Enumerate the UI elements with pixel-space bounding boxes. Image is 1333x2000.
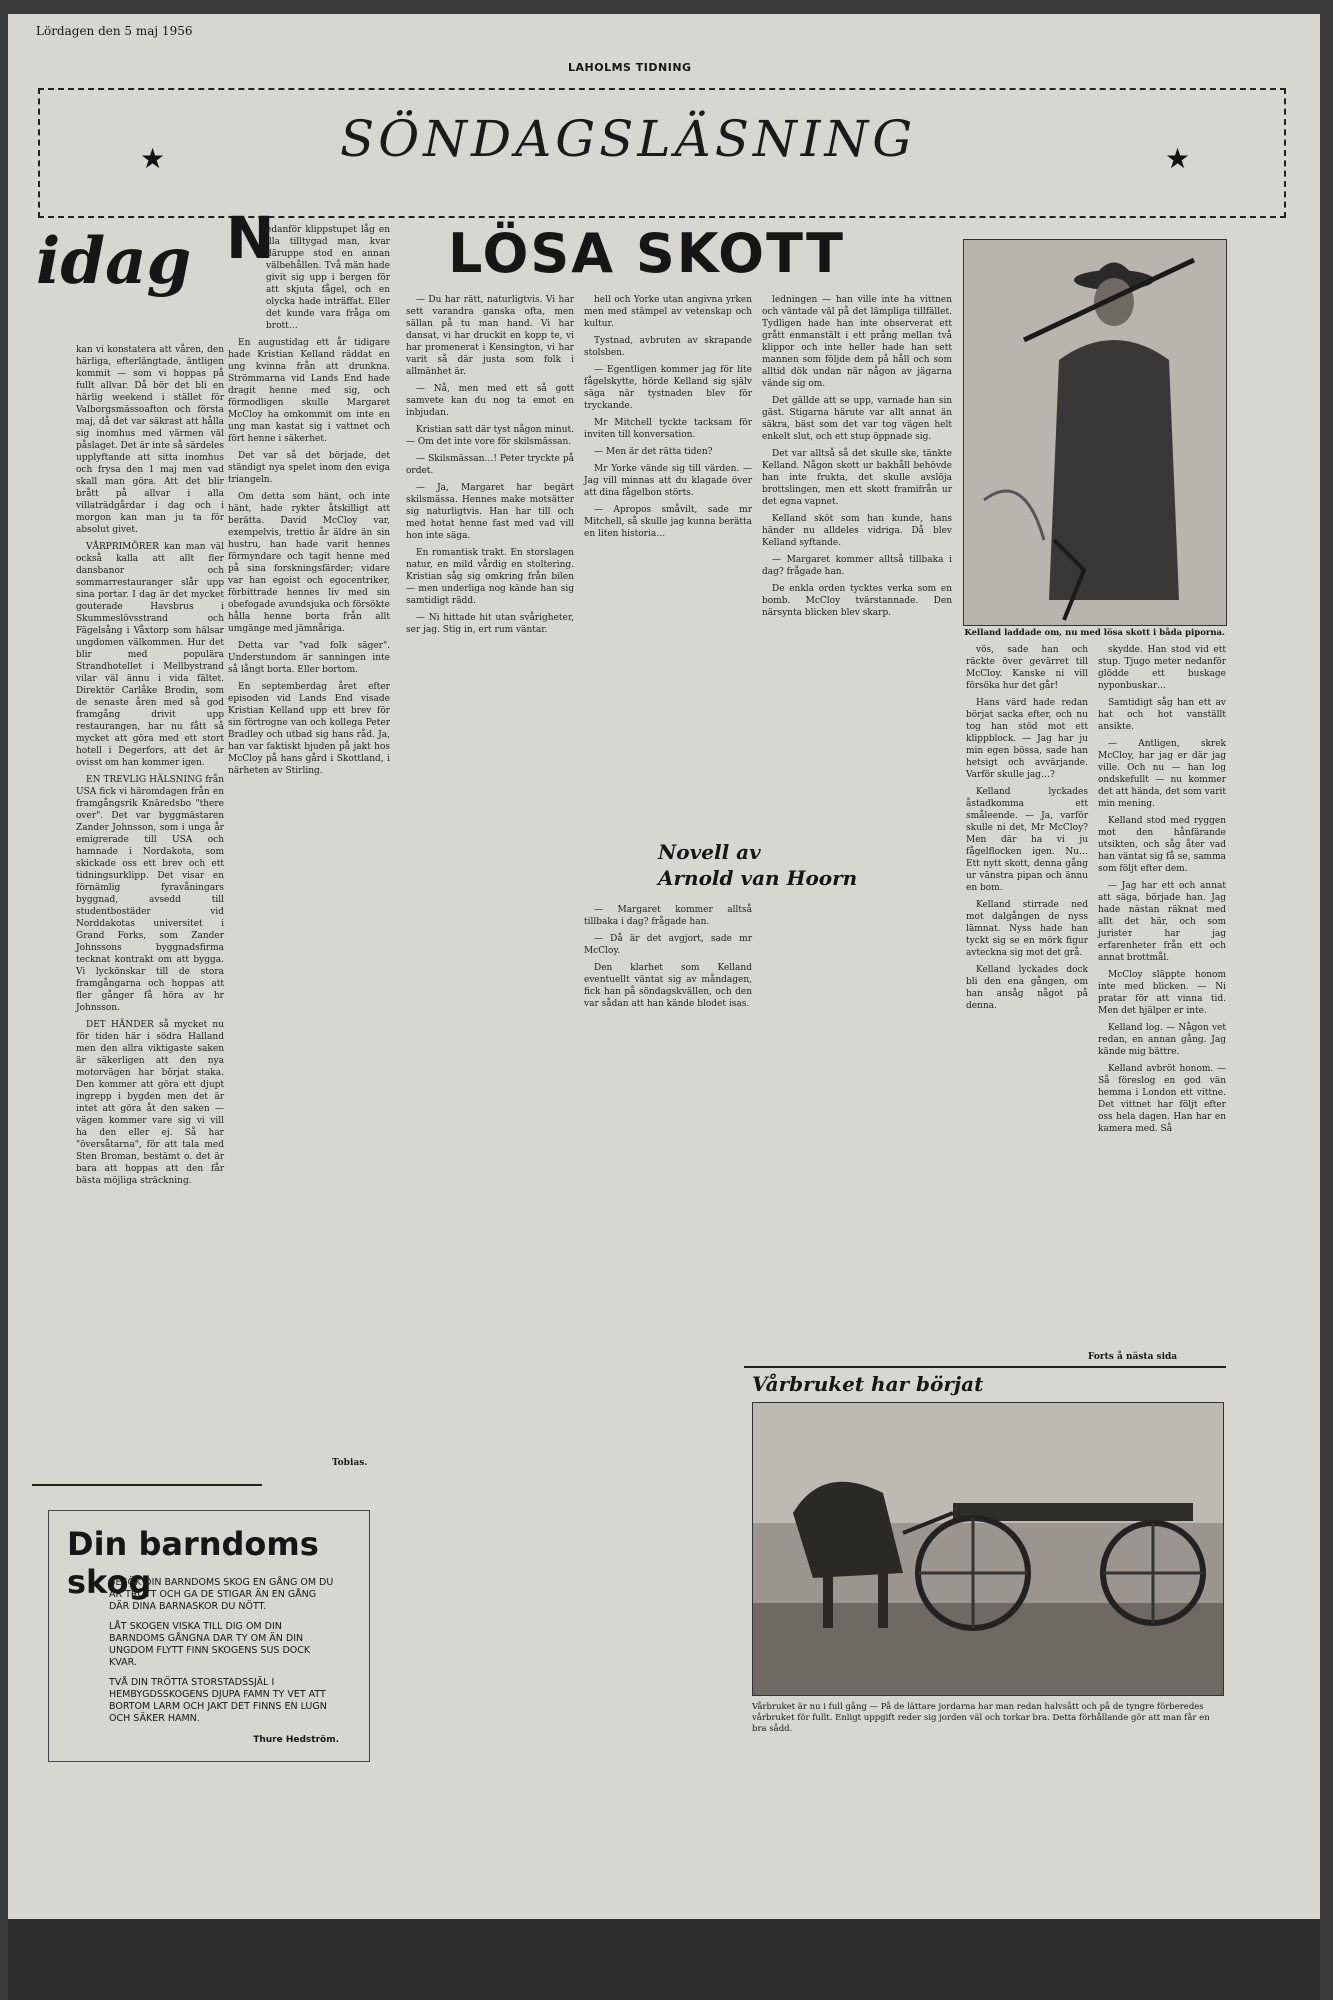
scan-background xyxy=(8,1919,1320,2000)
continued-note: Forts å nästa sida xyxy=(1088,1352,1178,1362)
story-paragraph: Mr Yorke vände sig till värden. — Jag vill minnas att du klagade över att dina fågelbon störts. xyxy=(584,464,752,498)
poem-stanza: BESÖK DIN BARNDOMS SKOG EN GÅNG OM DU ÄR TRÖTT OCH GA DE STIGAR ÄN EN GÅNG DÄR DINA BARNASKOR DU NÖTT. xyxy=(109,1577,334,1612)
story-paragraph: Detta var "vad folk säger". Understundom är sanningen inte så långt borta. Eller bortom. xyxy=(228,641,390,675)
idag-paragraph: VÅRPRIMÖRER kan man väl också kalla att allt fler dansbanor och sommarrestauranger slår upp sina portar. I dag är det mycket gouterade Havsbrus i Skummeslövsstrand och Fägelsång i Våxtorp som hälsar ungdomen välkommen. Hur det blir med populära Strandhotellet i Mellbystrand vilar väl ännu i vida fältet. Direktör Carlåke Brodin, som de senaste åren med så god framgång drivit upp restaurangen, har nu fått så mycket att göra med ett stort hotell i Degerfors, att det är ovisst om han kommer igen. xyxy=(76,542,224,768)
story-paragraph: Kristian satt där tyst någon minut. — Om det inte vore för skilsmässan. xyxy=(406,425,574,447)
poem-box xyxy=(48,1510,370,1762)
story-paragraph: Den klarhet som Kelland eventuellt väntat sig av måndagen, fick han på söndagskvällen, och den var sådan att han kände blodet isas. xyxy=(584,963,752,1009)
section-banner xyxy=(38,88,1286,218)
story-paragraph: — Nå, men med ett så gott samvete kan du nog ta emot en inbjudan. xyxy=(406,384,574,418)
story-paragraph: En romantisk trakt. En storslagen natur, en mild vårdig en stoltering. Kristian såg sig omkring från bilen — men underliga nog kände han sig samtidigt rädd. xyxy=(406,548,574,606)
story-paragraph: Kelland lyckades åstadkomma ett småleende. — Ja, varför skulle ni det, Mr McCloy? Men där ha vi ju fågelflocken igen. Nu… Ett nytt skott, denna gång ur vänstra pipan och ännu en bom. xyxy=(966,787,1088,893)
story-paragraph: — Du har rätt, naturligtvis. Vi har sett varandra ganska ofta, men sällan på tu man hand. Vi har dansat, vi har druckit en kopp te, vi har promenerat i Kensington, vi har varit så där justa som folk i allmänhet är. xyxy=(406,295,574,377)
story-column-5 xyxy=(966,644,1088,1017)
farm-photo xyxy=(752,1402,1224,1696)
poem-stanza: TVÅ DIN TRÖTTA STORSTADSSJÄL I HEMBYGDSSKOGENS DJUPA FAMN TY VET ATT BORTOM LARM OCH JAKT DET FINNS EN LUGN OCH SÄKER HAMN. xyxy=(109,1677,327,1724)
varbruket-caption: Vårbruket är nu i full gång — På de lättare jordarna har man redan halvsått och på de tyngre förberedes vårbruket för fullt. Enligt uppgift reder sig jorden väl och torkar bra. Detta förhållande gör att man får en bra sådd. xyxy=(752,1702,1210,1734)
divider xyxy=(744,1366,1226,1368)
story-paragraph: — Margaret kommer alltså tillbaka i dag? frågade han. xyxy=(762,555,952,577)
story-column-2 xyxy=(406,294,574,641)
story-paragraph: Kelland log. — Någon vet redan, en annan gång. Jag kände mig bättre. xyxy=(1098,1023,1226,1057)
idag-column xyxy=(76,344,224,1192)
story-paragraph: Kelland lyckades dock bli den ena gången, om han ansåg något på denna. xyxy=(966,965,1088,1011)
story-paragraph: ledningen — han ville inte ha vittnen och väntade väl på det lämpliga tillfället. Tydligen hade han inte observerat ett grått enmanstält i ett prång mellan två klippor och inte heller hade han sett mannen som följde dem på håll och som alltid dök undan när någon av jägarna vände sig om. xyxy=(762,295,952,389)
story-intro: edanför klippstupet låg en illa tilltygad man, kvar däruppe stod en annan välbehållen. Två män hade givit sig upp i bergen för att skjuta fågel, och en olycka hade inträffat. Eller det kunde vara fråga om brott… xyxy=(266,225,390,331)
story-paragraph: Det gällde att se upp, varnade han sin gäst. Stigarna härute var allt annat än säkra, bäst som det var tog vägen helt enkelt slut, och ett stup öppnade sig. xyxy=(762,396,952,442)
poem-stanza: LÅT SKOGEN VISKA TILL DIG OM DIN BARNDOMS GÅNGNA DAR TY OM ÄN DIN UNGDOM FLYTT FINN SKOGENS SUS DOCK KVAR. xyxy=(109,1621,311,1668)
story-paragraph: vös, sade han och räckte över gevärret till McCloy. Kanske ni vill försöka hur det går! xyxy=(966,645,1088,691)
varbruket-box xyxy=(744,1372,1222,1802)
story-paragraph: Det var så det började, det ständigt nya spelet inom den eviga triangeln. xyxy=(228,451,390,485)
story-signoff: Tobias. xyxy=(332,1458,368,1468)
byline-author: Arnold van Hoorn xyxy=(658,866,858,890)
story-column-3b xyxy=(584,904,752,1015)
story-paragraph: En septemberdag året efter episoden vid Lands End visade Kristian Kelland upp ett brev för sin förtrogne van och kollega Peter Bradley och utbad sig hans råd. Ja, han var faktiskt bjuden på jakt hos McCloy på hans gård i Skottland, i närheten av Stirling. xyxy=(228,682,390,776)
story-paragraph: hell och Yorke utan angivna yrken men med stämpel av vetenskap och kultur. xyxy=(584,295,752,329)
section-title: SÖNDAGSLÄSNING xyxy=(340,110,917,168)
story-paragraph: skydde. Han stod vid ett stup. Tjugo meter nedanför glödde ett buskage nyponbuskar… xyxy=(1098,645,1226,691)
idag-paragraph: EN TREVLIG HÄLSNING från USA fick vi häromdagen från en framgångsrik Knäredsbo "there over". Det var byggmästaren Zander Johnsson, som i unga år emigrerade till USA och hamnade i Nordakota, som skickade oss ett brev och ett tidningsurklipp. Det visar en förnämlig fyravåningars byggnad, avsedd till studentbostäder vid Norddakotas universitet i Grand Forks, som Zander Johnssons byggnadsfirma tecknat kontrakt om att bygga. Vi lyckönskar till de stora framgångarna och hoppas att fler gånger få höra av hr Johnsson. xyxy=(76,775,224,1013)
story-paragraph: Kelland sköt som han kunde, hans händer nu alldeles vidriga. Då blev Kelland syftande. xyxy=(762,514,952,548)
byline-line: Novell av xyxy=(658,840,761,864)
story-byline xyxy=(658,839,857,891)
story-paragraph: Kelland stirrade ned mot dalgången de nyss lämnat. Nyss hade han tyckt sig se en mörk figur avtecknа sig mot det grå. xyxy=(966,900,1088,958)
story-paragraph: — Jag har ett och annat att säga, började han. Jag hade nästan räknat med allt det här, och som juristeт har jag erfarenheter från ett och annat brottmål. xyxy=(1098,881,1226,963)
story-column-4 xyxy=(762,294,952,624)
story-paragraph: — Apropos småvilt, sade mr Mitchell, så skulle jag kunna berätta en liten historia… xyxy=(584,505,752,539)
hunter-photo xyxy=(963,239,1227,626)
story-headline: LÖSA SKOTT xyxy=(448,222,845,285)
story-paragraph: — Då är det avgjort, sade mr McCloy. xyxy=(584,934,752,956)
drop-cap: N xyxy=(226,204,275,272)
story-paragraph: — Egentligen kommer jag för lite fågelskytte, hörde Kelland sig själv säga när tystnaden blev för tryckande. xyxy=(584,365,752,411)
story-paragraph: — Ni hittade hit utan svårigheter, ser jag. Stig in, ert rum väntar. xyxy=(406,613,574,635)
star-icon: ★ xyxy=(1165,142,1191,175)
masthead: LAHOLMS TIDNING xyxy=(568,61,692,74)
divider xyxy=(32,1484,262,1486)
poem-body xyxy=(109,1577,339,1733)
poem-signature: Thure Hedström. xyxy=(253,1735,339,1745)
story-paragraph: Samtidigt såg han ett av hat och hot vanställt ansikte. xyxy=(1098,698,1226,732)
story-paragraph: Kelland stod med ryggen mot den hånfärande utsikten, och såg åter vad han väntat sig få se, samma som följt efter dem. xyxy=(1098,816,1226,874)
idag-heading: idag xyxy=(36,224,192,299)
story-paragraph: — Skilsmässan…! Peter tryckte på ordet. xyxy=(406,454,574,476)
story-column-6 xyxy=(1098,644,1226,1140)
story-paragraph: — Antligen, skrek McCloy, har jag er där jag ville. Och nu — han log ondskefullt — nu kommer det att hända, det som varit min mening. xyxy=(1098,739,1226,809)
dateline: Lördagen den 5 maj 1956 xyxy=(36,24,193,38)
story-paragraph: Hans värd hade redan börjat sacka efter, och nu tog han stöd mot ett klippblock. — Jag har ju min egen bössa, sade han hetsigt och avvärjande. Varför skulle jag…? xyxy=(966,698,1088,780)
story-paragraph: Om detta som hänt, och inte hänt, hade rykter åtskilligt att berätta. David McCloy var, exempelvis, trettio år äldre än sin hustru, han hade varit hennes förmyndare och tagit henne med på sina forskningsfärder; vidare var han egoist och egocentriker, förbittrade hennes liv med sin obefogade avundsjuka och försökte hålla henne borta från allt umgänge med jämnåriga. xyxy=(228,492,390,634)
varbruket-title: Vårbruket har börjat xyxy=(752,1372,984,1396)
poem-title: Din barndoms skog xyxy=(67,1525,319,1601)
story-paragraph: — Men är det rätta tiden? xyxy=(594,447,713,457)
story-column-1 xyxy=(228,224,390,782)
idag-paragraph: DET HÄNDER så mycket nu för tiden här i södra Halland men den allra viktigaste saken är säkerligen att den nya motorvägen har börjat staka. Den kommer att göra ett djupt ingrepp i bygden men det är intet att göra åt den saken — vägen kommer vare sig vi vill ha den eller ej. Så har "översåtarna", för att tala med Sten Broman, bestämt o. det är bara att hoppas att den får bästa möjliga sträckning. xyxy=(76,1020,224,1186)
star-icon: ★ xyxy=(140,142,166,175)
story-paragraph: En augustidag ett år tidigare hade Kristian Kelland räddat en ung kvinna från att drunkna. Strömmarna vid Lands End hade dragit henne med sig, och förmodligen skulle Margaret McCloy ha omkommit om inte en ung man kastat sig i vattnet och fört henne i säkerhet. xyxy=(228,338,390,444)
story-paragraph: De enkla orden tycktes verka som en bomb. McCloy tvärstannade. Den närsynta blicken blev skarp. xyxy=(762,584,952,618)
photo-caption: Kelland laddade om, nu med lösa skott i båda piporna. xyxy=(964,628,1225,638)
idag-paragraph: kan vi konstatera att våren, den härliga, efterlängtade, äntligen kommit — som vi hoppas på fullt allvar. Då bör det bli en härlig weekend i stället för Valborgsmässoafton och första maj, då det var säkrast att hålla sig inomhus med värmen väl påslaget. Det är inte så särdeles upplyftande att sitta inomhus och frysa den 1 maj men vad skall man göra. Att det blir brått på allvar i alla villaträdgårdar i dag och i morgon kan man ju ta för absolut givet. xyxy=(76,345,224,535)
story-paragraph: Det var alltså så det skulle ske, tänkte Kelland. Någon skott ur bakhåll behövde han inte frukta, det skulle avslöja brottslingen, men ett skott framifrån ur det egna vapnet. xyxy=(762,449,952,507)
story-column-3 xyxy=(584,294,752,545)
story-paragraph: Tystnad, avbruten av skrapande stolsben. xyxy=(584,336,752,358)
story-paragraph: Mr Mitchell tyckte tacksam för inviten till konversation. xyxy=(584,418,752,440)
story-paragraph: Kelland avbröt honom. — Så föreslog en god vän hemma i London ett vittne. Det vittnet har följt efter oss hela dagen. Han har en kamera med. Så xyxy=(1098,1064,1226,1134)
story-paragraph: — Ja, Margaret har begärt skilsmässa. Hennes make motsätter sig naturligtvis. Han har till och med hotat henne fast med vad vill hon inte säga. xyxy=(406,483,574,541)
story-paragraph: McCloy släppte honom inte med blicken. — Ni pratar för att vinna tid. Men det hjälper er inte. xyxy=(1098,970,1226,1016)
newspaper-page xyxy=(8,14,1320,1919)
story-paragraph: — Margaret kommer alltså tillbaka i dag? frågade han. xyxy=(584,905,752,927)
